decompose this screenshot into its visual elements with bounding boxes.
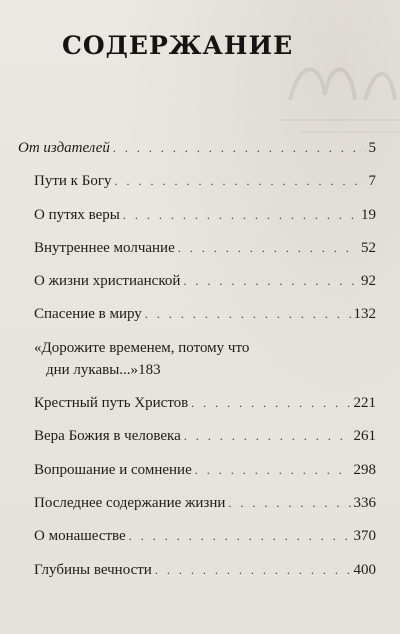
toc-entry-page: 261 [353,428,376,445]
toc-entry-page: 336 [353,494,376,511]
toc-entry-title: Спасение в миру [34,306,142,323]
toc-entry-title: Последнее содержание жизни [34,494,226,511]
toc-entry[interactable] [18,205,376,225]
toc-entry[interactable] [18,526,376,546]
dot-leader [114,171,365,191]
toc-entry-title: Глубины вечности [34,561,152,578]
toc-entry[interactable] [18,493,376,513]
toc-entry-title: От издателей [18,140,110,156]
toc-entry[interactable] [18,393,376,413]
toc-entry-title-line1: «Дорожите временем, потому что [34,339,250,356]
dot-leader [183,271,358,291]
dot-leader [129,526,351,546]
dot-leader [113,138,366,158]
toc-entry-page: 7 [368,173,376,190]
dot-leader [155,560,351,580]
toc-entry-page: 132 [353,306,376,323]
toc-entry-title: Крестный путь Христов [34,395,189,412]
toc-entry-title: Вера Божия в человека [34,428,181,445]
dot-leader [195,460,351,480]
dot-leader [184,426,351,446]
toc-entry[interactable] [18,338,376,380]
toc-entry-page: 221 [353,395,376,412]
table-of-contents [18,138,376,593]
toc-entry-page: 5 [368,140,376,156]
toc-entry[interactable] [18,238,376,258]
toc-entry-page: 92 [361,273,376,290]
toc-entry-page: 370 [353,528,376,545]
toc-entry-page: 298 [353,461,376,478]
dot-leader [191,393,350,413]
toc-entry[interactable] [18,304,376,324]
toc-entry[interactable] [18,171,376,191]
toc-entry-title: Пути к Богу [34,173,112,190]
toc-entry[interactable] [18,460,376,480]
dot-leader [178,238,358,258]
dot-leader [228,493,350,513]
toc-entry[interactable] [18,271,376,291]
toc-entry-title: О монашестве [34,528,126,545]
toc-entry-title-line2: дни лукавы...» [46,361,139,378]
toc-entry-page: 52 [361,239,376,256]
toc-entry[interactable] [18,138,376,158]
toc-entry[interactable] [18,426,376,446]
toc-entry-title: О жизни христианской [34,273,181,290]
toc-entry-page: 183 [138,361,161,378]
toc-entry[interactable] [18,560,376,580]
toc-entry-title: Вопрошание и сомнение [34,461,192,478]
toc-heading: СОДЕРЖАНИЕ [62,31,294,60]
toc-entry-page: 400 [353,561,376,578]
toc-entry-title: Внутреннее молчание [34,239,175,256]
dot-leader [145,304,351,324]
toc-entry-title: О путях веры [34,206,120,223]
dot-leader [123,205,358,225]
toc-entry-page: 19 [361,206,376,223]
